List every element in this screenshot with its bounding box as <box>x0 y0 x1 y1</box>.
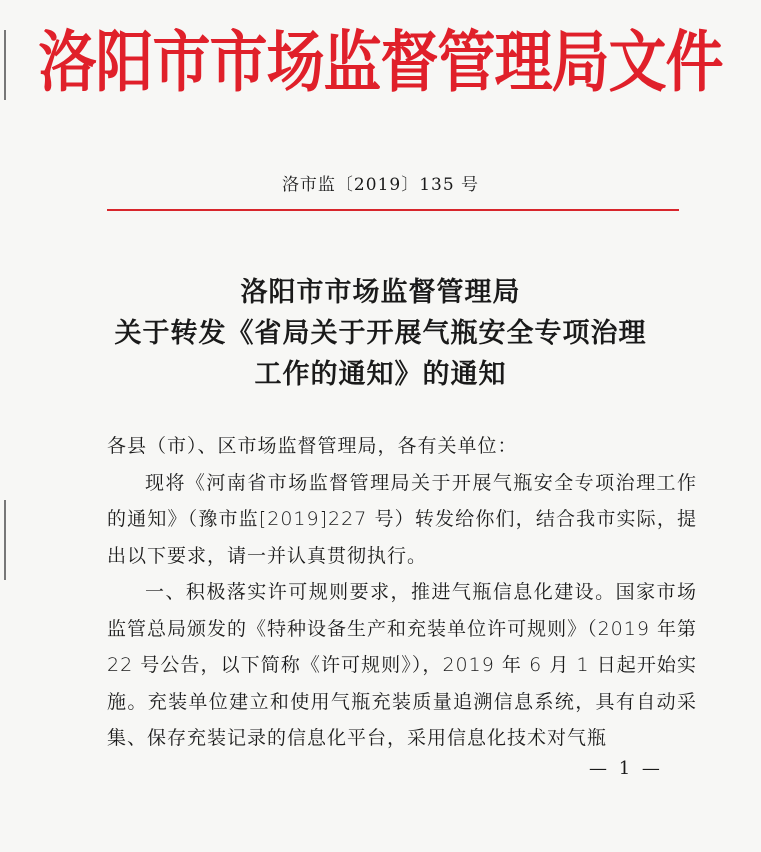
title-line-1: 洛阳市市场监督管理局 <box>240 277 521 308</box>
binding-edge-mark <box>4 30 6 100</box>
document-header-title: 洛阳市市场监督管理局文件 <box>38 22 723 102</box>
title-line-3: 工作的通知》的通知 <box>254 359 507 390</box>
page-number: — 1 — <box>589 758 663 779</box>
body-paragraph-2: 一、积极落实许可规则要求，推进气瓶信息化建设。国家市场监管总局颁发的《特种设备生产和充装单位许可规则》（2019 年第 22 号公告，以下简称《许可规则》），2019 年 6 月 1 日起开始实施。充装单位建立和使用气瓶充装质量追溯信息系统，具有自动采集、保存充装记录的信息化平台，采用信息化技术对气瓶 <box>107 581 697 749</box>
title-line-2: 关于转发《省局关于开展气瓶安全专项治理 <box>114 318 647 349</box>
document-body <box>107 428 697 757</box>
header-red-rule <box>107 209 679 211</box>
body-paragraph-1: 现将《河南省市场监督管理局关于开展气瓶安全专项治理工作的通知》（豫市监[2019]227 号）转发给你们，结合我市实际，提出以下要求，请一并认真贯彻执行。 <box>107 471 697 567</box>
binding-edge-mark <box>4 500 6 580</box>
addressee-line: 各县（市）、区市场监督管理局，各有关单位： <box>107 435 518 457</box>
document-title <box>0 272 761 395</box>
document-number: 洛市监〔2019〕135 号 <box>281 175 480 195</box>
